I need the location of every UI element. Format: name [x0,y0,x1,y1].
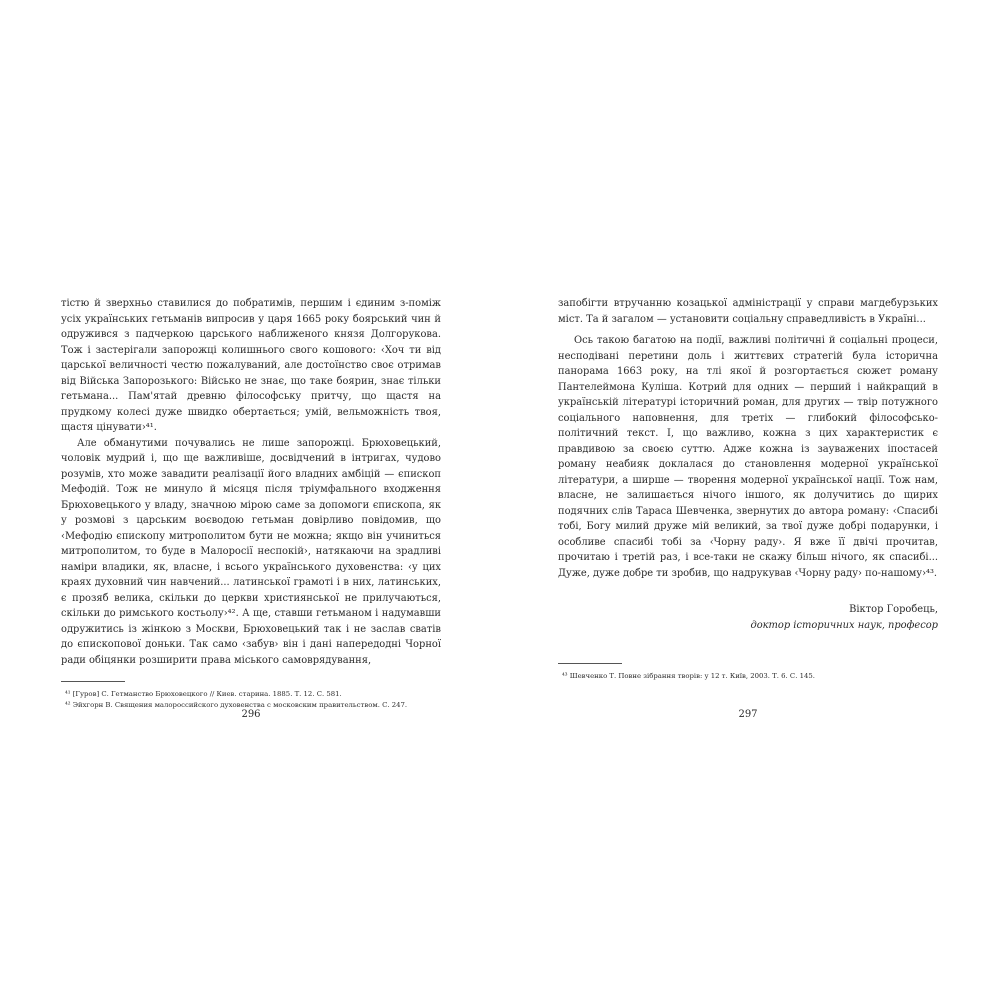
page-number-right: 297 [738,709,758,720]
right-paragraph-1: запобігти втручанню козацької адміністрації у справи магдебурзьких міст. Та й загалом — установити соціальну справедливість в Україні... [558,298,938,325]
footnote-42: ⁴² Эйхгорн В. Священия малороссийского духовенства с московским правительством. С. 247. [65,701,408,709]
left-paragraph-2: Але обманутими почувались не лише запорожці. Брюховецький, чоловік мудрий і, що ще важливіше, досвідчений в інтригах, чудово розумів, хто може завадити реалізації його владних амбіцій — єпископ Мефодій. Тож не минуло й місяця після тріумфального входження Брюховецького у владу, значною мірою саме за допомоги єпископа, як у розмові з царським воєводою гетьман довірливо повідомив, що ‹Мефодію єпископу митрополитом бути не можна; якщо він учиниться митрополитом, то буде в Малоросії неспокій›, натякаючи на зрадливі наміри владики, як, власне, і всього українського духовенства: ‹у цих краях духовний чин навчений... латинської грамоті і в них, латинських, є прозяб велика, скільки до церкви християнської не прилучаються, скільки до римського костьолу›⁴². А ще, ставши гетьманом і надумавши одружитись із жінкою з Москви, Брюховецький так і не заслав сватів до єпископової доньки. Так само ‹забув› він і дані напередодні Чорної ради обіцянки розширити права міського самоврядування, [61,437,441,666]
footnote-separator [558,663,622,664]
left-page-body [61,296,441,668]
signature [558,602,938,633]
left-page [61,296,441,736]
page-number-left: 296 [241,709,261,720]
signature-name: Віктор Горобець, [849,604,938,615]
footnote-41: ⁴¹ [Гуров] С. Гетманство Брюховецкого // Киев. старина. 1885. Т. 12. С. 581. [65,690,342,698]
footnote-separator [61,681,125,682]
right-footnotes [558,671,938,682]
signature-role: доктор історичних наук, професор [750,619,938,631]
footnote-43: ⁴³ Шевченко Т. Повне зібрання творів: у 12 т. Київ, 2003. Т. 6. С. 145. [562,672,815,680]
left-footnotes [61,689,441,711]
right-page [558,296,938,736]
left-paragraph-1: тістю й зверхньо ставилися до побратимів, першим і єдиним з-поміж усіх українських гетьманів випросив у царя 1665 року боярський чин й одружився з падчеркою царського наближеного князя Долгорукова. Тож і застерігали запорожці колишнього свого кошового: ‹Хоч ти від царської величності честю пожалуваний, але достоїнство своє отримав від Війська Запорозького: Військо не знає, що таке боярин, знає тільки гетьмана... Пам'ятай древню філософську притчу, що щастя на прудкому колесі дуже швидко обертається; умій, вельможність твоя, щастя цінувати›⁴¹. [61,298,441,433]
right-page-body [558,296,938,581]
right-paragraph-2: Ось такою багатою на події, важливі політичні й соціальні процеси, несподівані перетини доль і життєвих стратегій була історична панорама 1663 року, на тлі якої й розгортається сюжет роману Пантелеймона Куліша. Котрий для одних — перший і найкращий в українській літературі історичний роман, для других — твір потужного соціального наповнення, для третіх — глибокий філософсько-політичний текст. І, що важливо, кожна з цих характеристик є правдивою за своєю суттю. Адже кожна із зауважених іпостасей роману неабияк доклалася до становлення модерної української літератури, а ширше — творення модерної української нації. Тож нам, власне, не залишається нічого іншого, як долучитись до щирих подячних слів Тараса Шевченка, звернутих до автора роману: ‹Спасибі тобі, Богу милий друже мій великий, за твої дуже добрі подарунки, і особливе спасибі тобі за ‹Чорну раду›. Я вже її двічі прочитав, прочитаю і третій раз, і все-таки не скажу більш нічого, як спасибі... Дуже, дуже добре ти зробив, що надрукував ‹Чорну раду› по-нашому›⁴³. [558,335,938,579]
